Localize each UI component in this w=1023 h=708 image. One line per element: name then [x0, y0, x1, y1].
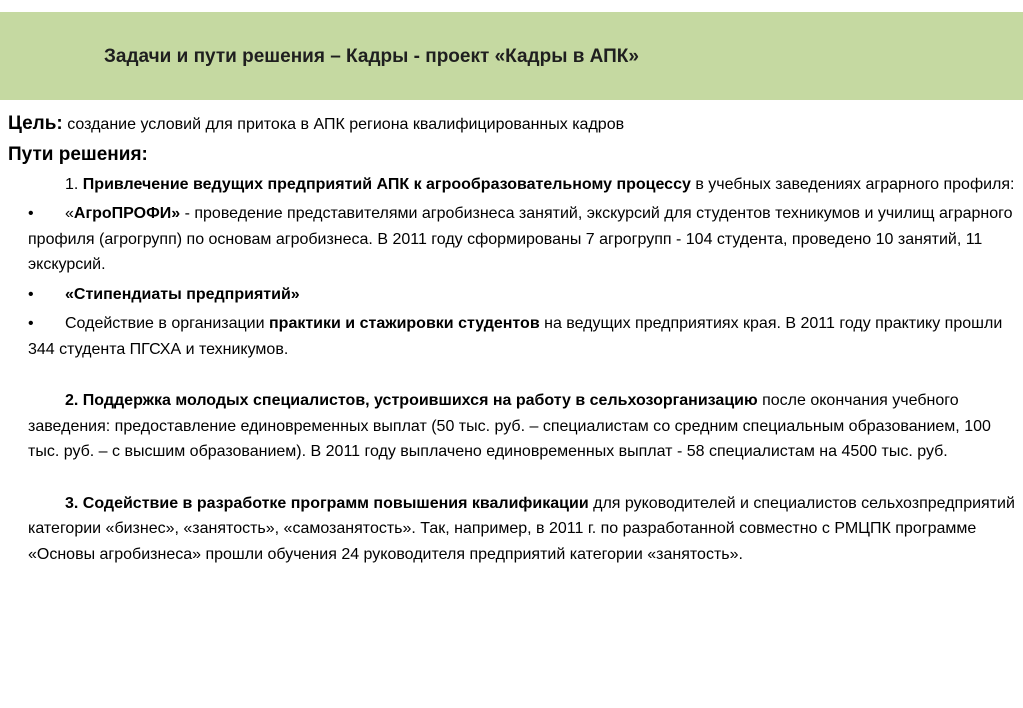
- item-1-separator: .: [73, 175, 83, 193]
- bullet-bold: практики и стажировки студентов: [269, 315, 540, 332]
- item-3-text: для руководителей и специалистов сельхозпредприятий категории «бизнес», «занятость», «самозанятость». Так, например, в 2011 г. по разработанной совместно с РМЦПК программе «Основы агробизнеса» прошли обучения 24 руководителя предприятий категории «занятость».: [28, 494, 1015, 563]
- item-1-text: в учебных заведениях аграрного профиля:: [690, 175, 1015, 193]
- item-2-bold: 2. Поддержка молодых специалистов, устроившихся на работу в сельхозорганизацию: [65, 392, 758, 409]
- item-2-text: после окончания учебного заведения: предоставление единовременных выплат (50 тыс. руб. – специалистам со средним специальным образованием, 100 тыс. руб. – с высшим образованием). В 2011 году выплачено единовременных выплат - 58 специалистам на 4500 тыс. руб.: [28, 392, 991, 460]
- item-1-bold: Привлечение ведущих предприятий АПК к агрообразовательному процессу: [82, 175, 691, 193]
- item-2: [8, 388, 1016, 465]
- bullet-item: [8, 311, 1016, 362]
- item-3: [8, 491, 1016, 568]
- slide-body: [8, 111, 1016, 567]
- goal-label: Цель:: [8, 113, 63, 134]
- solutions-heading: Пути решения:: [8, 143, 148, 165]
- bullet-bold: «Стипендиаты предприятий»: [65, 285, 300, 303]
- goal-line: [8, 111, 1016, 138]
- bullet-marker: •: [28, 315, 34, 332]
- item-1-number: 1: [65, 175, 74, 193]
- bullet-text: на ведущих предприятиях края. В 2011 году практику прошли 344 студента ПГСХА и техникумов.: [28, 315, 1003, 358]
- bullet-bold: АгроПРОФИ»: [73, 205, 181, 222]
- bullet-item: [8, 201, 1016, 278]
- title-banner: [0, 12, 1023, 100]
- bullet-text: - проведение представителями агробизнеса занятий, экскурсий для студентов техникумов и училищ аграрного профиля (агрогрупп) по основам агробизнеса. В 2011 году сформированы 7 агрогрупп - 104 студента, проведено 10 занятий, 11 экскурсий.: [28, 205, 1013, 273]
- item-3-bold: 3. Содействие в разработке программ повышения квалификации: [65, 494, 589, 512]
- bullet-marker: •: [28, 285, 34, 303]
- bullet-marker: •: [28, 205, 34, 222]
- bullet-prefix: Содействие в организации: [65, 315, 269, 332]
- page-title: Задачи и пути решения – Кадры - проект «Кадры в АПК»: [104, 46, 639, 67]
- item-1: [8, 172, 1016, 198]
- bullet-prefix: «: [65, 205, 74, 222]
- bullet-item: [8, 282, 1016, 308]
- goal-text: создание условий для притока в АПК региона квалифицированных кадров: [62, 116, 625, 133]
